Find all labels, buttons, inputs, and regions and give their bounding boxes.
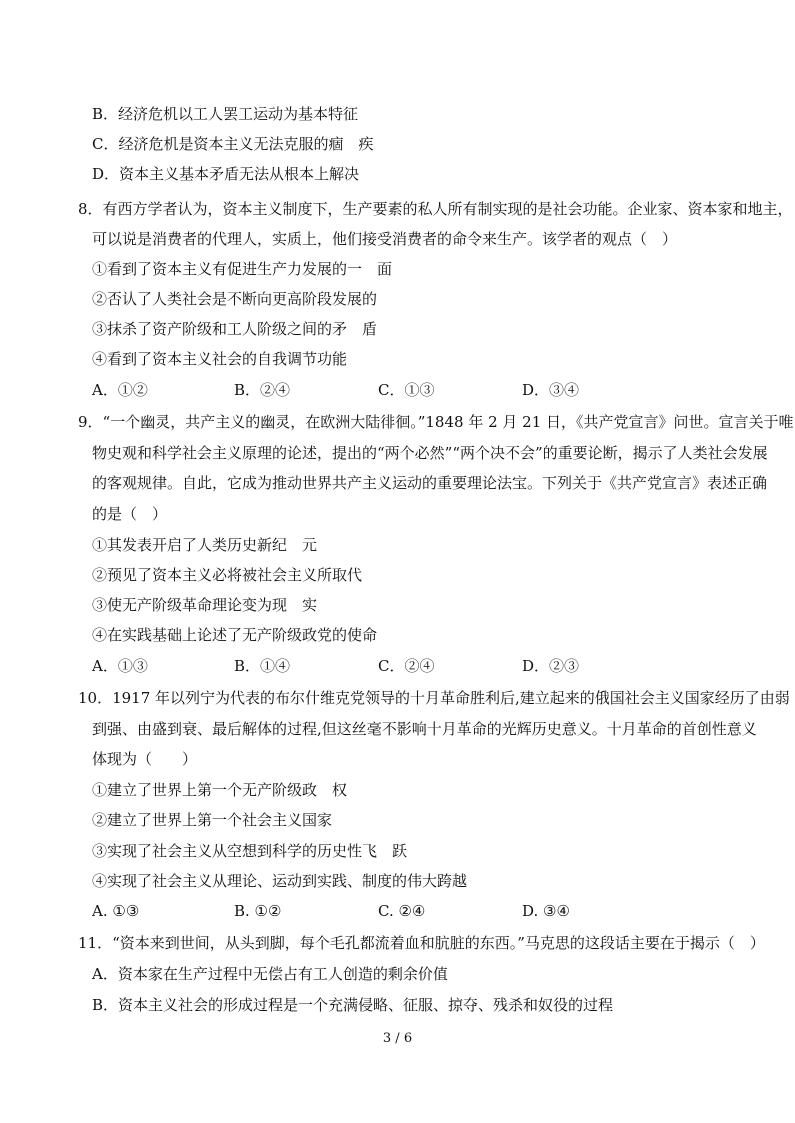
q9-choice-c[interactable]: C．②④ <box>378 657 435 675</box>
q10-stem-line2: 到强、由盛到衰、最后解体的过程,但这丝毫不影响十月革命的光辉历史意义。十月革命的首创性意义 <box>92 720 757 738</box>
q7-option-b: B．经济危机以工人罢工运动为基本特征 <box>92 105 359 123</box>
q10-stem-line3: 体现为（ ） <box>92 750 198 768</box>
q11-option-b[interactable]: B．资本主义社会的形成过程是一个充满侵略、征服、掠夺、残杀和奴役的过程 <box>92 996 614 1014</box>
q9-item-1: ①其发表开启了人类历史新纪 元 <box>92 536 318 554</box>
q8-choices <box>92 380 612 400</box>
q9-item-4: ④在实践基础上论述了无产阶级政党的使命 <box>92 626 378 644</box>
q10-item-1: ①建立了世界上第一个无产阶级政 权 <box>92 781 348 799</box>
q10-choice-c[interactable]: C. ②④ <box>378 902 426 920</box>
q9-item-3: ③使无产阶级革命理论变为现 实 <box>92 596 318 614</box>
q8-choice-d[interactable]: D．③④ <box>522 381 580 399</box>
q10-choice-b[interactable]: B. ①② <box>234 902 282 920</box>
q10-item-3: ③实现了社会主义从空想到科学的历史性飞 跃 <box>92 842 408 860</box>
q8-item-1: ①看到了资本主义有促进生产力发展的一 面 <box>92 260 393 278</box>
q9-stem-line3: 的客观规律。自此，它成为推动世界共产主义运动的重要理论法宝。下列关于《共产党宣言》表述正确 <box>92 474 768 492</box>
q8-choice-c[interactable]: C．①③ <box>378 381 435 399</box>
q8-stem-line1: 8．有西方学者认为，资本主义制度下，生产要素的私人所有制实现的是社会功能。企业家、资本家和地主， <box>78 200 793 218</box>
q8-stem-line2: 可以说是消费者的代理人，实质上，他们接受消费者的命令来生产。该学者的观点（ ） <box>92 230 678 248</box>
q10-item-4: ④实现了社会主义从理论、运动到实践、制度的伟大跨越 <box>92 872 468 890</box>
q9-choices <box>92 656 612 676</box>
q10-stem-line1: 10．1917 年以列宁为代表的布尔什维克党领导的十月革命胜利后,建立起来的俄国社会主义国家经历了由弱 <box>78 689 790 707</box>
q9-stem-line4: 的是（ ） <box>92 505 168 523</box>
q10-choice-d[interactable]: D. ③④ <box>522 902 570 920</box>
q9-item-2: ②预见了资本主义必将被社会主义所取代 <box>92 566 363 584</box>
q10-choices <box>92 901 612 921</box>
q9-choice-b[interactable]: B．①④ <box>234 657 291 675</box>
q8-item-2: ②否认了人类社会是不断向更高阶段发展的 <box>92 290 378 308</box>
q8-choice-b[interactable]: B．②④ <box>234 381 291 399</box>
q8-item-4: ④看到了资本主义社会的自我调节功能 <box>92 350 348 368</box>
q9-choice-d[interactable]: D．②③ <box>522 657 580 675</box>
page-number: 3 / 6 <box>382 1031 413 1046</box>
q11-option-a[interactable]: A．资本家在生产过程中无偿占有工人创造的剩余价值 <box>92 965 448 983</box>
q9-choice-a[interactable]: A．①③ <box>92 657 148 675</box>
q8-item-3: ③抹杀了资产阶级和工人阶级之间的矛 盾 <box>92 320 378 338</box>
q10-item-2: ②建立了世界上第一个社会主义国家 <box>92 811 333 829</box>
q9-stem-line2: 物史观和科学社会主义原理的论述，提出的“两个必然”“两个决不会”的重要论断，揭示了人类社会发展 <box>92 444 768 462</box>
q10-choice-a[interactable]: A. ①③ <box>92 902 140 920</box>
q9-stem-line1: 9．“一个幽灵，共产主义的幽灵，在欧洲大陆徘徊。”1848 年 2 月 21 日，《共产党宣言》问世。宣言关于唯 <box>78 413 794 431</box>
q11-stem-line1: 11．“资本来到世间，从头到脚，每个毛孔都流着血和肮脏的东西。”马克思的这段话主要在于揭示（ ） <box>78 934 765 952</box>
q8-choice-a[interactable]: A．①② <box>92 381 148 399</box>
q7-option-c: C．经济危机是资本主义无法克服的痼 疾 <box>92 135 374 153</box>
q7-option-d: D．资本主义基本矛盾无法从根本上解决 <box>92 165 360 183</box>
